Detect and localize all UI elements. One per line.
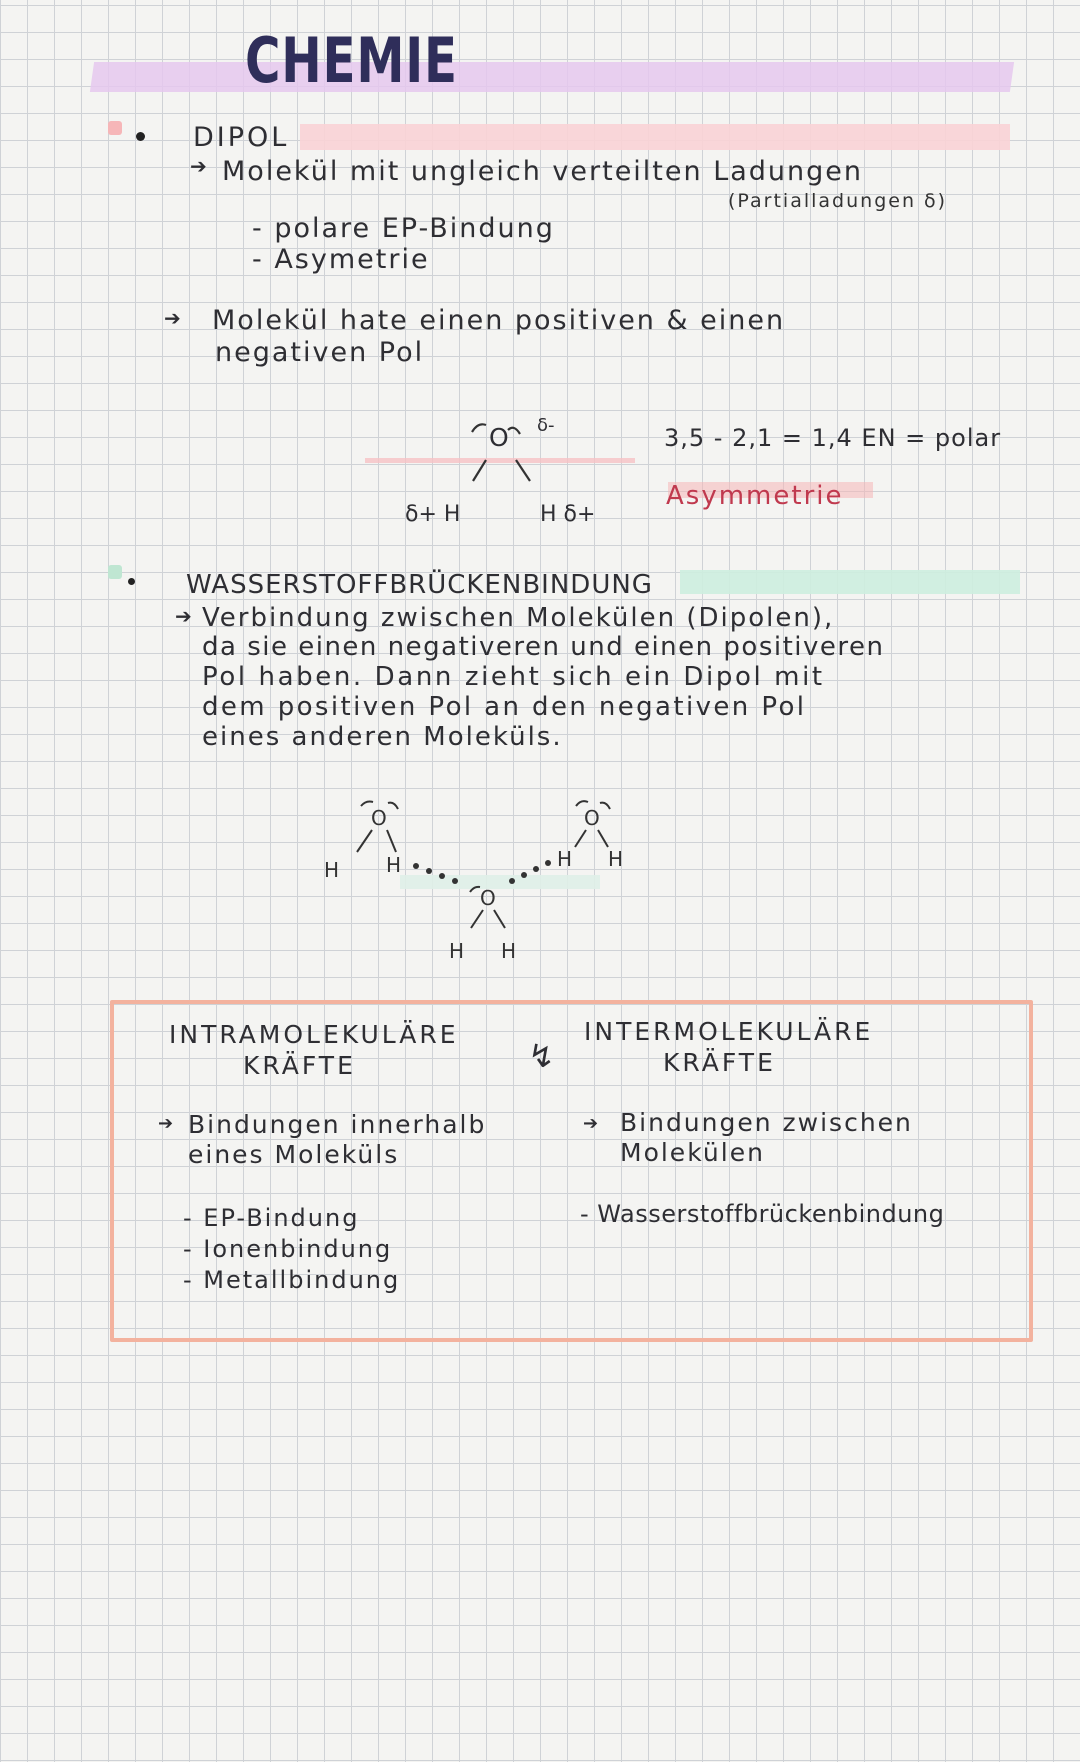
intra-desc-2: eines Moleküls — [188, 1140, 400, 1169]
wasserstoff-heading: WASSERSTOFFBRÜCKENBINDUNG — [186, 570, 653, 600]
diagram-h: H — [386, 853, 402, 877]
dipol-item-asym: - Asymetrie — [252, 244, 430, 275]
diagram-h: H — [324, 858, 340, 882]
molecule-h-right: H δ+ — [540, 502, 596, 527]
inter-title-2: KRÄFTE — [663, 1048, 776, 1077]
diagram-o2: O — [480, 886, 496, 910]
diagram-o1: O — [371, 806, 387, 830]
intra-item-metall: - Metallbindung — [183, 1266, 401, 1294]
arrow-icon: ➔ — [158, 1113, 176, 1134]
inter-item-wasserstoff: - Wasserstoffbrückenbindung — [580, 1200, 945, 1228]
dipol-heading: DIPOL — [193, 122, 290, 153]
wasserstoff-text-4: dem positiven Pol an den negativen Pol — [202, 692, 807, 722]
dipol-definition: Molekül mit ungleich verteilten Ladungen — [222, 156, 864, 187]
wasserstoff-text-5: eines anderen Moleküls. — [202, 722, 563, 752]
dipol-partial-charges: (Partialladungen δ) — [728, 190, 948, 212]
intra-title-2: KRÄFTE — [243, 1051, 356, 1080]
dipol-poles-line1: Molekül hate einen positiven & einen — [212, 305, 786, 336]
arrow-icon: ➔ — [583, 1113, 601, 1134]
intra-item-ep: - EP-Bindung — [183, 1204, 360, 1232]
intra-item-ionen: - Ionenbindung — [183, 1235, 393, 1263]
asymmetrie-label: Asymmetrie — [666, 481, 844, 511]
molecule-oxygen-charge: δ- — [537, 415, 555, 436]
inter-title-1: INTERMOLEKULÄRE — [584, 1017, 874, 1046]
en-calculation: 3,5 - 2,1 = 1,4 EN = polar — [664, 424, 1002, 452]
arrow-icon: ➔ — [190, 154, 209, 178]
diagram-h: H — [449, 939, 465, 963]
arrow-icon: ➔ — [164, 306, 183, 330]
diagram-h: H — [608, 847, 624, 871]
inter-desc-1: Bindungen zwischen — [620, 1108, 913, 1137]
wasserstoff-text-3: Pol haben. Dann zieht sich ein Dipol mit — [202, 662, 825, 692]
diagram-h: H — [557, 847, 573, 871]
lightning-icon: ↯ — [528, 1037, 555, 1075]
molecule-oxygen: O — [489, 423, 509, 452]
page-title: CHEMIE — [245, 24, 458, 97]
diagram-h: H — [501, 939, 517, 963]
wasserstoff-text-2: da sie einen negativeren und einen positiveren — [202, 632, 885, 662]
molecule-h-left: δ+ H — [405, 502, 461, 527]
inter-desc-2: Molekülen — [620, 1138, 765, 1167]
dipol-item-polar: - polare EP-Bindung — [252, 213, 555, 244]
intra-desc-1: Bindungen innerhalb — [188, 1110, 487, 1139]
dipol-poles-line2: negativen Pol — [215, 337, 425, 368]
arrow-icon: ➔ — [175, 604, 194, 628]
diagram-o3: O — [584, 806, 600, 830]
wasserstoff-text-1: Verbindung zwischen Molekülen (Dipolen), — [202, 603, 835, 633]
intra-title-1: INTRAMOLEKULÄRE — [169, 1020, 459, 1049]
